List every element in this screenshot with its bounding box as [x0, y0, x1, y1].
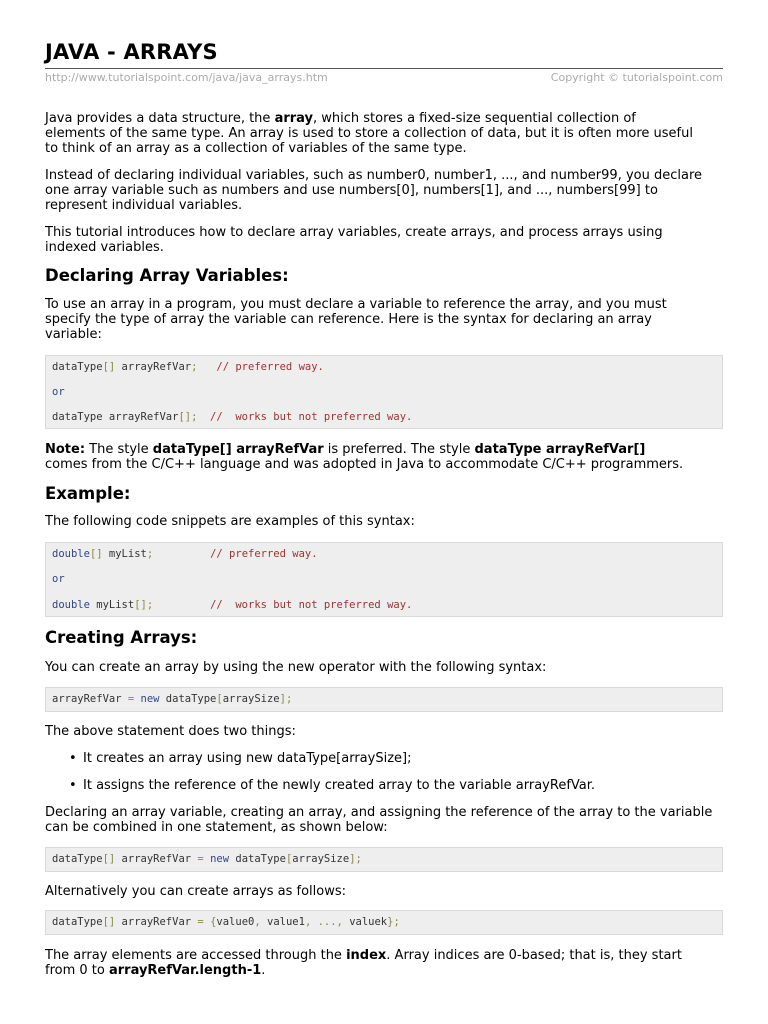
text-line: Instead of declaring individual variables, such as number0, number1, ..., and number99, you declare	[45, 168, 703, 183]
note-paragraph: Note: The style dataType[] arrayRefVar is preferred. The style dataType arrayRefVar[] comes from the C/C++ language and was adopted in Java to accommodate C/C++ programmers.	[45, 442, 723, 472]
creating-paragraph-1	[45, 660, 723, 675]
declaring-paragraph	[45, 297, 723, 342]
code-line: arrayRefVar = new dataType[arraySize];	[52, 693, 293, 705]
creating-paragraph-4	[45, 884, 723, 899]
text-line: To use an array in a program, you must declare a variable to reference the array, and you must	[45, 297, 667, 312]
creating-paragraph-5: The array elements are accessed through the index. Array indices are 0-based; that is, they start from 0 to arrayRefVar.length-1.	[45, 948, 682, 978]
bullet-icon: •	[69, 778, 77, 793]
code-block-declaring	[45, 355, 723, 429]
text-line: can be combined in one statement, as shown below:	[45, 820, 388, 835]
text-line: comes from the C/C++ language and was adopted in Java to accommodate C/C++ programmers.	[45, 457, 684, 472]
creating-paragraph-2	[45, 724, 723, 739]
section-heading-example: Example:	[45, 484, 131, 503]
intro-paragraph-1	[45, 111, 723, 156]
code-block-combined	[45, 847, 723, 872]
text-line: Declaring an array variable, creating an array, and assigning the reference of the array to the variable	[45, 805, 713, 820]
text-line: The following code snippets are examples of this syntax:	[45, 514, 415, 529]
text-line: You can create an array by using the new operator with the following syntax:	[45, 660, 547, 675]
intro-paragraph-3	[45, 225, 723, 255]
text-line: one array variable such as numbers and use numbers[0], numbers[1], and ..., numbers[99] to	[45, 183, 658, 198]
text-line: represent individual variables.	[45, 198, 243, 213]
code-line: dataType[] arrayRefVar = {value0, value1, ..., valuek};	[52, 916, 400, 928]
code-block-example	[45, 542, 723, 617]
text-line: specify the type of array the variable can reference. Here is the syntax for declaring an array	[45, 312, 652, 327]
creating-paragraph-3	[45, 805, 723, 835]
code-line: dataType arrayRefVar[]; // works but not preferred way.	[52, 411, 413, 423]
list-item	[45, 751, 723, 766]
code-line: double myList[]; // works but not preferred way.	[52, 599, 413, 611]
bullet-icon: •	[69, 751, 77, 766]
code-line: dataType[] arrayRefVar; // preferred way.	[52, 361, 324, 373]
text-line: Alternatively you can create arrays as follows:	[45, 884, 347, 899]
copyright-notice: Copyright © tutorialspoint.com	[550, 71, 723, 84]
note-label: Note:	[45, 442, 86, 457]
section-heading-declaring: Declaring Array Variables:	[45, 266, 289, 285]
code-block-create	[45, 687, 723, 712]
text: Java provides a data structure, the	[45, 111, 275, 126]
list-item	[45, 778, 723, 793]
text-line: variable:	[45, 327, 102, 342]
text-line: to think of an array as a collection of variables of the same type.	[45, 141, 467, 156]
code-block-initializer	[45, 910, 723, 935]
section-heading-creating: Creating Arrays:	[45, 628, 198, 647]
text-line: The above statement does two things:	[45, 724, 296, 739]
intro-paragraph-2	[45, 168, 723, 213]
code-line: or	[52, 386, 65, 398]
text-line: elements of the same type. An array is used to store a collection of data, but it is often more useful	[45, 126, 693, 141]
code-line: double[] myList; // preferred way.	[52, 548, 318, 560]
list-item-text: It creates an array using new dataType[arraySize];	[83, 751, 412, 766]
source-url[interactable]: http://www.tutorialspoint.com/java/java_arrays.htm	[45, 71, 328, 84]
list-item-text: It assigns the reference of the newly created array to the variable arrayRefVar.	[83, 778, 596, 793]
text: , which stores a fixed-size sequential collection of	[313, 111, 636, 126]
text-line: indexed variables.	[45, 240, 164, 255]
code-line: dataType[] arrayRefVar = new dataType[arraySize];	[52, 853, 362, 865]
bold-term: array	[274, 111, 314, 126]
header-rule	[45, 68, 723, 69]
example-paragraph	[45, 514, 723, 529]
text-line: This tutorial introduces how to declare array variables, create arrays, and process arrays using	[45, 225, 663, 240]
code-line: or	[52, 573, 65, 585]
page-title: JAVA - ARRAYS	[45, 40, 218, 64]
